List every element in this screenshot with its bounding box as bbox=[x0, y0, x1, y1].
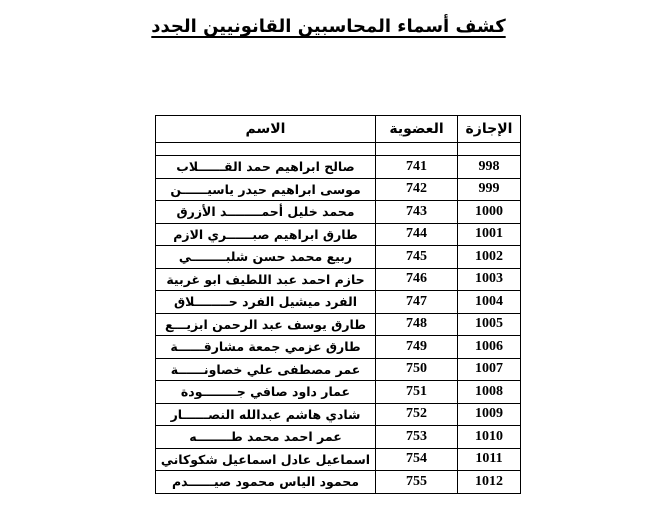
table-row bbox=[156, 268, 521, 291]
table-row bbox=[156, 448, 521, 471]
page-title bbox=[0, 16, 657, 37]
column-header-license: الإجازة bbox=[458, 116, 521, 143]
membership-cell: 755 bbox=[376, 471, 458, 494]
name-cell: شادي هاشم عبدالله النصــــــار bbox=[156, 403, 376, 426]
name-cell: اسماعيل عادل اسماعيل شكوكاني bbox=[156, 448, 376, 471]
license-cell: 1003 bbox=[458, 268, 521, 291]
license-cell: 1001 bbox=[458, 223, 521, 246]
table-row bbox=[156, 426, 521, 449]
table-row bbox=[156, 336, 521, 359]
license-cell: 1009 bbox=[458, 403, 521, 426]
spacer-cell bbox=[458, 143, 521, 156]
license-cell: 1005 bbox=[458, 313, 521, 336]
table-row bbox=[156, 358, 521, 381]
name-cell: طارق ابراهيم صبــــــري الازم bbox=[156, 223, 376, 246]
membership-cell: 744 bbox=[376, 223, 458, 246]
license-cell: 1011 bbox=[458, 448, 521, 471]
table-row bbox=[156, 313, 521, 336]
name-cell: الفرد ميشيل الفرد حــــــــلاق bbox=[156, 291, 376, 314]
license-cell: 1006 bbox=[458, 336, 521, 359]
name-cell: ربيع محمد حسن شلبــــــــي bbox=[156, 246, 376, 269]
name-cell: عمار داود صافي جــــــــودة bbox=[156, 381, 376, 404]
column-header-name: الاسم bbox=[156, 116, 376, 143]
license-cell: 1012 bbox=[458, 471, 521, 494]
name-cell: طارق عزمي جمعة مشارقــــــة bbox=[156, 336, 376, 359]
page-title-text: كشف أسماء المحاسبين القانونيين الجدد bbox=[151, 16, 506, 37]
membership-cell: 745 bbox=[376, 246, 458, 269]
table-row bbox=[156, 381, 521, 404]
spacer-row bbox=[156, 143, 521, 156]
membership-cell: 752 bbox=[376, 403, 458, 426]
membership-cell: 750 bbox=[376, 358, 458, 381]
table-row bbox=[156, 178, 521, 201]
table-row bbox=[156, 223, 521, 246]
membership-cell: 753 bbox=[376, 426, 458, 449]
membership-cell: 746 bbox=[376, 268, 458, 291]
name-cell: محمد خليل أحمــــــــد الأزرق bbox=[156, 201, 376, 224]
name-cell: موسى ابراهيم حيدر ياسيــــــن bbox=[156, 178, 376, 201]
license-cell: 1000 bbox=[458, 201, 521, 224]
name-cell: حازم احمد عبد اللطيف ابو غربية bbox=[156, 268, 376, 291]
table-row bbox=[156, 471, 521, 494]
name-cell: عمر مصطفى علي خصاونــــــة bbox=[156, 358, 376, 381]
license-cell: 1002 bbox=[458, 246, 521, 269]
membership-cell: 741 bbox=[376, 156, 458, 179]
membership-cell: 742 bbox=[376, 178, 458, 201]
membership-cell: 747 bbox=[376, 291, 458, 314]
name-cell: محمود الياس محمود صيــــــدم bbox=[156, 471, 376, 494]
license-cell: 1004 bbox=[458, 291, 521, 314]
name-cell: عمر احمد محمد طــــــــه bbox=[156, 426, 376, 449]
license-cell: 998 bbox=[458, 156, 521, 179]
column-header-membership: العضوية bbox=[376, 116, 458, 143]
table-body bbox=[156, 156, 521, 494]
spacer-cell bbox=[376, 143, 458, 156]
table-row bbox=[156, 201, 521, 224]
name-cell: طارق يوسف عبد الرحمن ابزيـــع bbox=[156, 313, 376, 336]
license-cell: 1007 bbox=[458, 358, 521, 381]
table-row bbox=[156, 246, 521, 269]
membership-cell: 743 bbox=[376, 201, 458, 224]
table-row bbox=[156, 156, 521, 179]
accountants-table bbox=[155, 115, 521, 494]
table-row bbox=[156, 403, 521, 426]
table-header-row bbox=[156, 116, 521, 143]
table-row bbox=[156, 291, 521, 314]
license-cell: 1010 bbox=[458, 426, 521, 449]
license-cell: 999 bbox=[458, 178, 521, 201]
membership-cell: 751 bbox=[376, 381, 458, 404]
membership-cell: 749 bbox=[376, 336, 458, 359]
membership-cell: 748 bbox=[376, 313, 458, 336]
spacer-cell bbox=[156, 143, 376, 156]
membership-cell: 754 bbox=[376, 448, 458, 471]
name-cell: صالح ابراهيم حمد القــــــلاب bbox=[156, 156, 376, 179]
license-cell: 1008 bbox=[458, 381, 521, 404]
